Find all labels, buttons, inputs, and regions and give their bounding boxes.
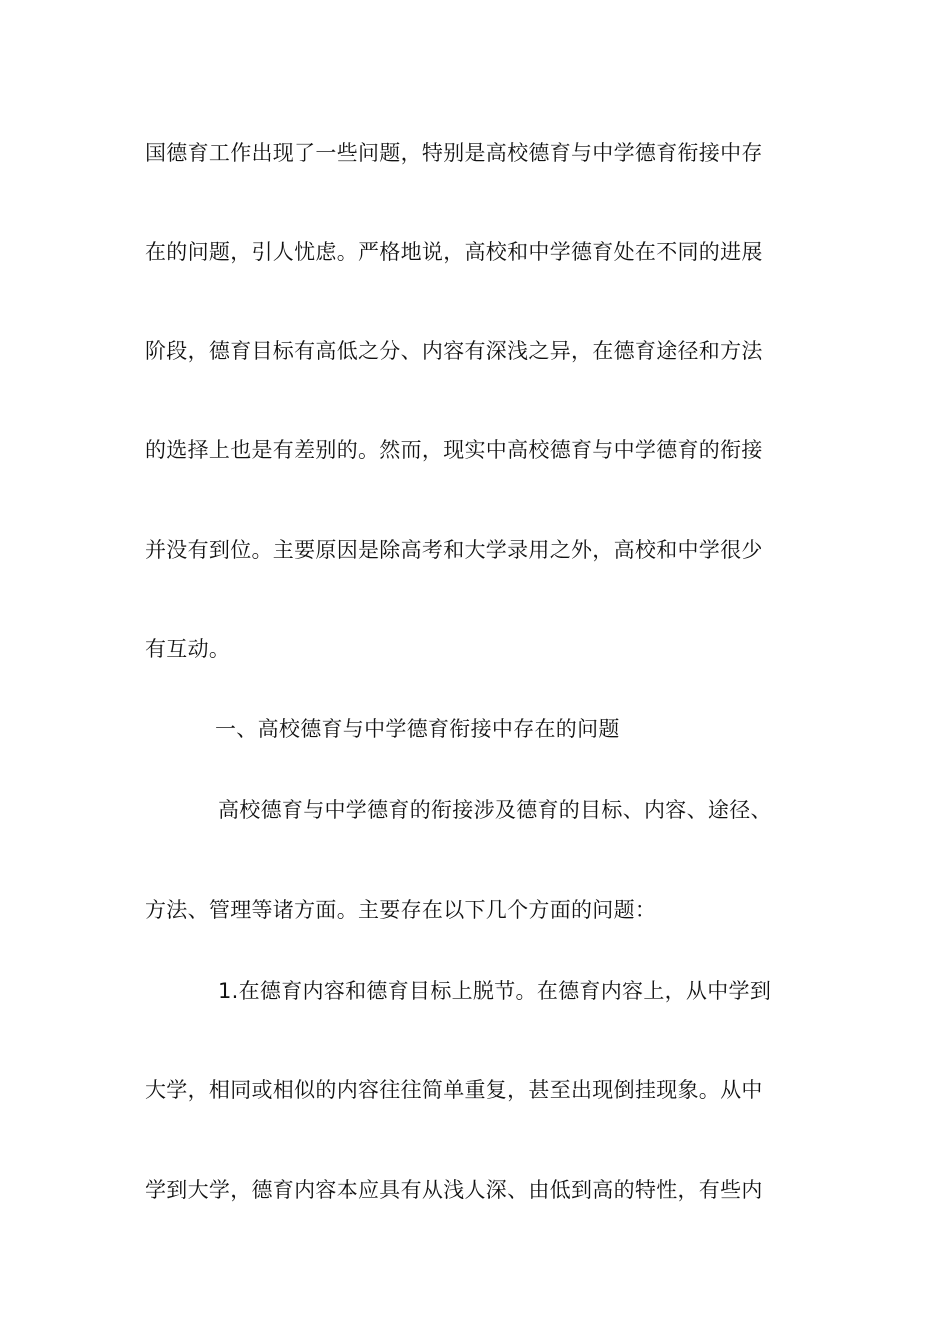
body-text-line: 高校德育与中学德育的衔接涉及德育的目标、内容、途径、: [218, 798, 772, 822]
body-text-line: 并没有到位。主要原因是除高考和大学录用之外，高校和中学很少: [145, 538, 763, 562]
body-text-line: 学到大学，德育内容本应具有从浅人深、由低到高的特性，有些内: [145, 1178, 763, 1202]
body-text-line: 大学，相同或相似的内容往往简单重复，甚至出现倒挂现象。从中: [145, 1078, 763, 1102]
body-text-line: 1.在德育内容和德育目标上脱节。在德育内容上，从中学到: [218, 979, 772, 1003]
body-text-line: 方法、管理等诸方面。主要存在以下几个方面的问题：: [145, 898, 657, 922]
body-text-line: 在的问题，引人忧虑。严格地说，高校和中学德育处在不同的进展: [145, 240, 763, 264]
body-text-line: 有互动。: [145, 637, 231, 661]
section-heading: 一、高校德育与中学德育衔接中存在的问题: [215, 717, 620, 741]
body-text-line: 阶段，德育目标有高低之分、内容有深浅之异，在德育途径和方法: [145, 339, 763, 363]
body-text-line: 的选择上也是有差别的。然而，现实中高校德育与中学德育的衔接: [145, 438, 763, 462]
body-text-line: 国德育工作出现了一些问题，特别是高校德育与中学德育衔接中存: [145, 141, 763, 165]
